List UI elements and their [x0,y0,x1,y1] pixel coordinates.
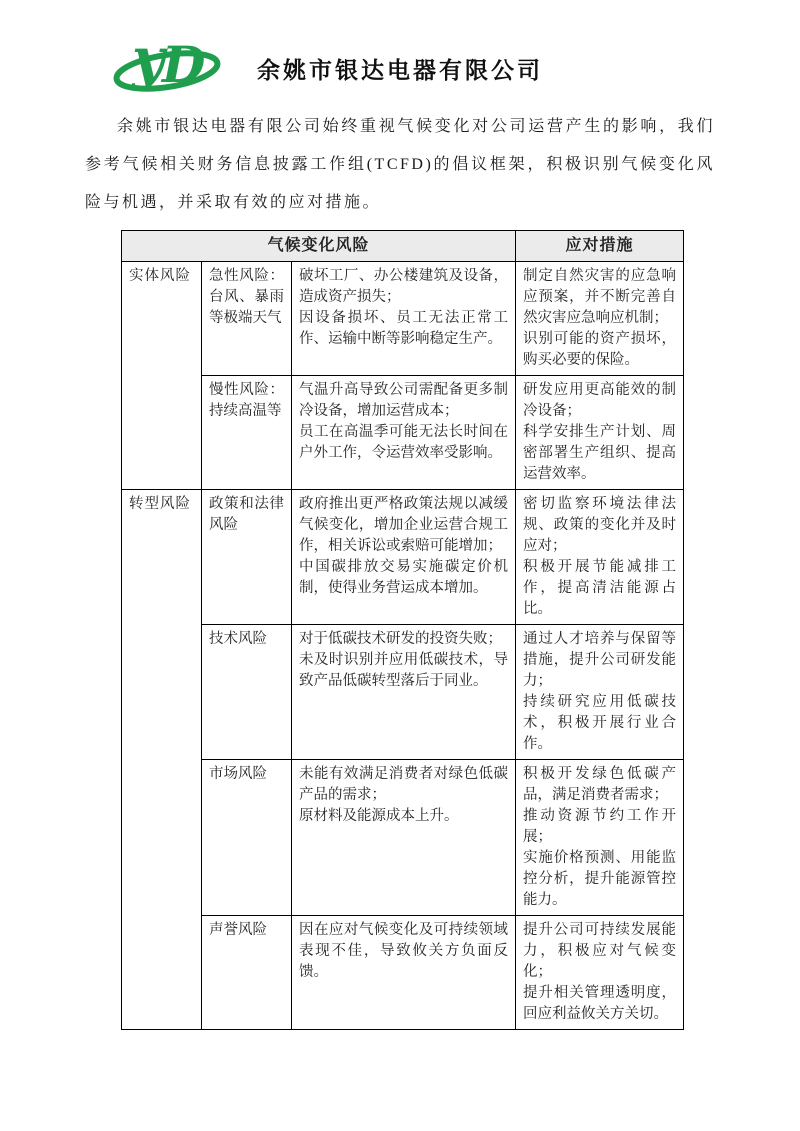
impact-item: 未及时识别并应用低碳技术，导致产品低碳转型落后于同业。 [299,652,509,689]
company-name-title: 余姚市银达电器有限公司 [257,58,543,83]
table-row-market-risk [122,760,684,916]
risk-type-reputation: 声誉风险 [202,916,292,1030]
table-header-row [122,231,684,262]
risk-impacts-policy-legal [292,490,516,625]
risk-measures-policy-legal [516,490,684,625]
measure-item: 提升相关管理透明度，回应利益攸关方关切。 [523,985,677,1022]
table-row-reputation-risk [122,916,684,1030]
table-row-chronic-risk [122,376,684,490]
measure-item: 密切监察环境法律法规、政策的变化并及时应对； [523,496,677,554]
measure-item: 制定自然灾害的应急响应预案，并不断完善自然灾害应急响应机制； [523,268,677,326]
intro-paragraph: 余姚市银达电器有限公司始终重视气候变化对公司运营产生的影响，我们参考气候相关财务信息披露工作组(TCFD)的倡议框架，积极识别气候变化风险与机遇，并采取有效的应对措施。 [85,118,715,211]
measure-item: 实施价格预测、用能监控分析，提升能源管控能力。 [523,850,677,908]
risk-measures-market [516,760,684,916]
measure-item: 研发应用更高能效的制冷设备； [523,382,677,419]
logo-letter-y: y [132,30,165,92]
table-row-policy-legal-risk [122,490,684,625]
measure-item: 持续研究应用低碳技术，积极开展行业合作。 [523,694,677,752]
measure-item: 积极开展节能减排工作，提高清洁能源占比。 [523,559,677,617]
risk-category-physical: 实体风险 [122,262,202,490]
risk-type-acute: 急性风险：台风、暴雨等极端天气 [202,262,292,376]
impact-item: 中国碳排放交易实施碳定价机制，使得业务营运成本增加。 [299,559,509,596]
table-row-technology-risk [122,625,684,760]
risk-measures-reputation [516,916,684,1030]
risk-type-chronic: 慢性风险：持续高温等 [202,376,292,490]
risk-measures-chronic [516,376,684,490]
measure-item: 通过人才培养与保留等措施，提升公司研发能力； [523,631,677,689]
climate-risk-table [121,230,684,1030]
measure-item: 科学安排生产计划、周密部署生产组织、提高运营效率。 [523,424,677,482]
impact-item: 原材料及能源成本上升。 [299,808,459,824]
risk-type-technology: 技术风险 [202,625,292,760]
impact-item: 员工在高温季可能无法长时间在户外工作，令运营效率受影响。 [299,424,509,461]
page-header [0,0,800,100]
risk-impacts-acute [292,262,516,376]
impact-item: 因在应对气候变化及可持续领域表现不佳，导致攸关方负面反馈。 [299,922,509,980]
impact-item: 因设备损坏、员工无法正常工作、运输中断等影响稳定生产。 [299,310,509,347]
table-header-climate-risk: 气候变化风险 [122,231,516,262]
logo-letter-d: D [162,35,206,94]
risk-impacts-market [292,760,516,916]
measure-item: 积极开发绿色低碳产品，满足消费者需求； [523,766,677,803]
risk-impacts-technology [292,625,516,760]
risk-impacts-reputation [292,916,516,1030]
impact-item: 破坏工厂、办公楼建筑及设备，造成资产损失； [299,268,509,305]
risk-measures-acute [516,262,684,376]
impact-item: 对于低碳技术研发的投资失败； [299,631,502,647]
impact-item: 未能有效满足消费者对绿色低碳产品的需求； [299,766,509,803]
measure-item: 推动资源节约工作开展； [523,808,677,845]
measure-item: 提升公司可持续发展能力，积极应对气候变化； [523,922,677,980]
measure-item: 识别可能的资产损坏，购买必要的保险。 [523,331,677,368]
risk-type-policy-legal: 政策和法律风险 [202,490,292,625]
impact-item: 政府推出更严格政策法规以减缓气候变化，增加企业运营合规工作，相关诉讼或索赔可能增加； [299,496,509,554]
table-header-measures: 应对措施 [516,231,684,262]
risk-type-market: 市场风险 [202,760,292,916]
risk-category-transition: 转型风险 [122,490,202,1030]
risk-measures-technology [516,625,684,760]
impact-item: 气温升高导致公司需配备更多制冷设备，增加运营成本； [299,382,509,419]
table-row-acute-risk [122,262,684,376]
risk-impacts-chronic [292,376,516,490]
